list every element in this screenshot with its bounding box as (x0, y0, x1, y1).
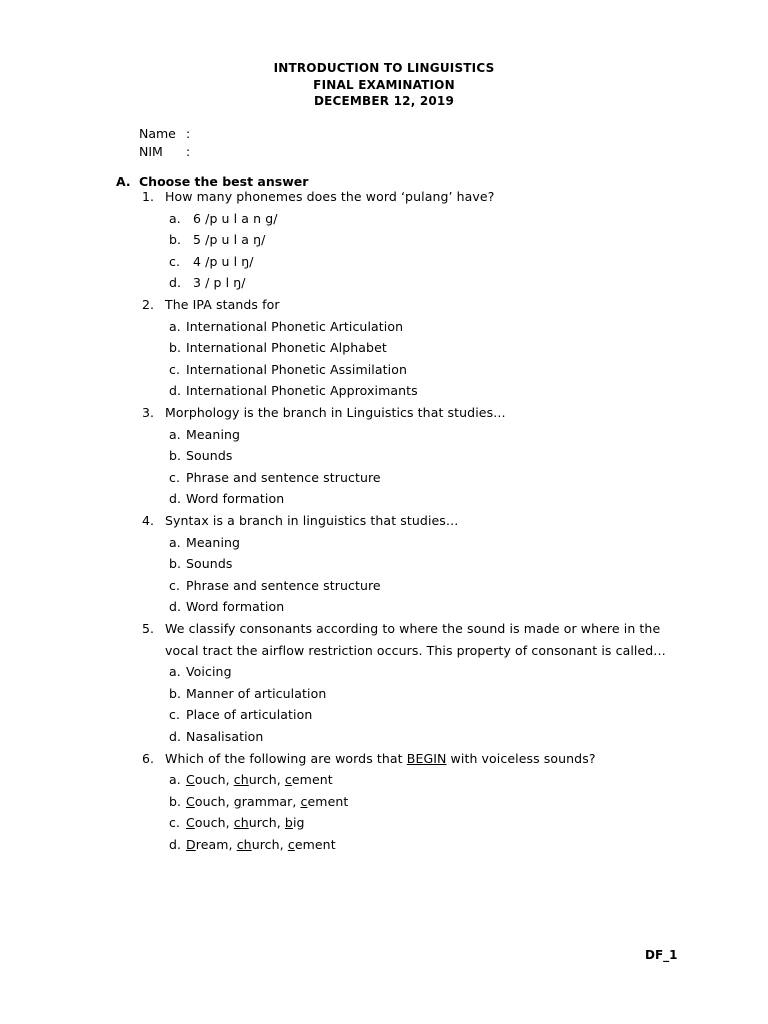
section-letter: A. (116, 174, 131, 189)
question-number: 6. (142, 750, 155, 766)
nim-row (139, 143, 190, 161)
name-separator: : (186, 126, 191, 141)
option-letter: d. (169, 837, 182, 852)
exam-title: FINAL EXAMINATION (313, 77, 455, 92)
option-text: International Phonetic Articulation (186, 318, 404, 334)
option-text: Voicing (186, 664, 232, 680)
question-text: Syntax is a branch in linguistics that studies… (165, 513, 459, 528)
question-text: Morphology is the branch in Linguistics that studies… (165, 405, 506, 420)
option-text: Sounds (186, 556, 233, 572)
question-number: 1. (142, 189, 155, 204)
option-letter: b. (169, 232, 182, 248)
option-text: Phrase and sentence structure (186, 469, 381, 485)
option-text: 4 /p u l ŋ/ (193, 253, 254, 269)
question-text: We classify consonants according to where the sound is made or where in the (165, 621, 661, 636)
option-text: International Phonetic Approximants (186, 383, 418, 399)
option-letter: d. (169, 729, 182, 744)
exam-date: DECEMBER 12, 2019 (313, 94, 455, 108)
name-row (139, 125, 190, 143)
option-text: Manner of articulation (186, 685, 327, 701)
option-text: Word formation (186, 491, 285, 507)
option-letter: c. (169, 707, 181, 723)
option-text: Place of articulation (186, 707, 313, 723)
question-number: 3. (142, 405, 155, 420)
option-letter: d. (169, 275, 182, 291)
option-text: 3 / p l ŋ/ (193, 275, 246, 291)
option-letter: b. (169, 448, 182, 464)
nim-separator: : (186, 144, 191, 159)
option-letter: a. (169, 534, 181, 550)
option-letter: a. (169, 664, 181, 680)
option-letter: d. (169, 491, 182, 507)
option-text: Couch, church, cement (186, 772, 333, 788)
option-text: Word formation (186, 599, 285, 615)
option-text: Sounds (186, 448, 233, 464)
option-letter: a. (169, 772, 181, 788)
question-text: vocal tract the airflow restriction occurs. This property of consonant is called… (165, 642, 666, 658)
option-letter: d. (169, 599, 182, 615)
option-text: Dream, church, cement (186, 837, 336, 852)
option-letter: b. (169, 556, 182, 572)
question-number: 2. (142, 297, 155, 312)
option-letter: a. (169, 426, 181, 442)
page-footer-code: DF_1 (645, 948, 678, 962)
option-text: 5 /p u l a ŋ/ (193, 232, 266, 248)
section-title: Choose the best answer (139, 174, 309, 189)
option-text: Couch, church, big (186, 815, 305, 831)
option-text: 6 /p u l a n g/ (193, 210, 278, 226)
nim-label: NIM (139, 144, 163, 159)
question-number: 4. (142, 513, 155, 528)
option-letter: c. (169, 361, 181, 377)
option-text: Nasalisation (186, 729, 264, 744)
option-letter: b. (169, 340, 182, 356)
option-letter: c. (169, 469, 181, 485)
question-text: Which of the following are words that BEGIN with voiceless sounds? (165, 750, 596, 766)
option-letter: c. (169, 815, 181, 831)
option-text: International Phonetic Alphabet (186, 340, 387, 356)
option-letter: a. (169, 318, 181, 334)
option-letter: c. (169, 253, 181, 269)
exam-header (0, 60, 768, 110)
option-text: International Phonetic Assimilation (186, 361, 407, 377)
student-info (139, 125, 190, 161)
question-number: 5. (142, 621, 155, 636)
option-text: Phrase and sentence structure (186, 577, 381, 593)
option-text: Meaning (186, 534, 241, 550)
question-text: How many phonemes does the word ‘pulang’ have? (165, 189, 495, 204)
section-heading (116, 174, 308, 190)
option-letter: c. (169, 577, 181, 593)
option-text: Meaning (186, 426, 241, 442)
option-text: Couch, grammar, cement (186, 793, 349, 809)
option-letter: b. (169, 685, 182, 701)
option-letter: b. (169, 793, 182, 809)
option-letter: d. (169, 383, 182, 399)
course-title: INTRODUCTION TO LINGUISTICS (273, 61, 495, 75)
option-letter: a. (169, 210, 181, 226)
question-text: The IPA stands for (165, 297, 280, 312)
name-label: Name (139, 126, 176, 141)
